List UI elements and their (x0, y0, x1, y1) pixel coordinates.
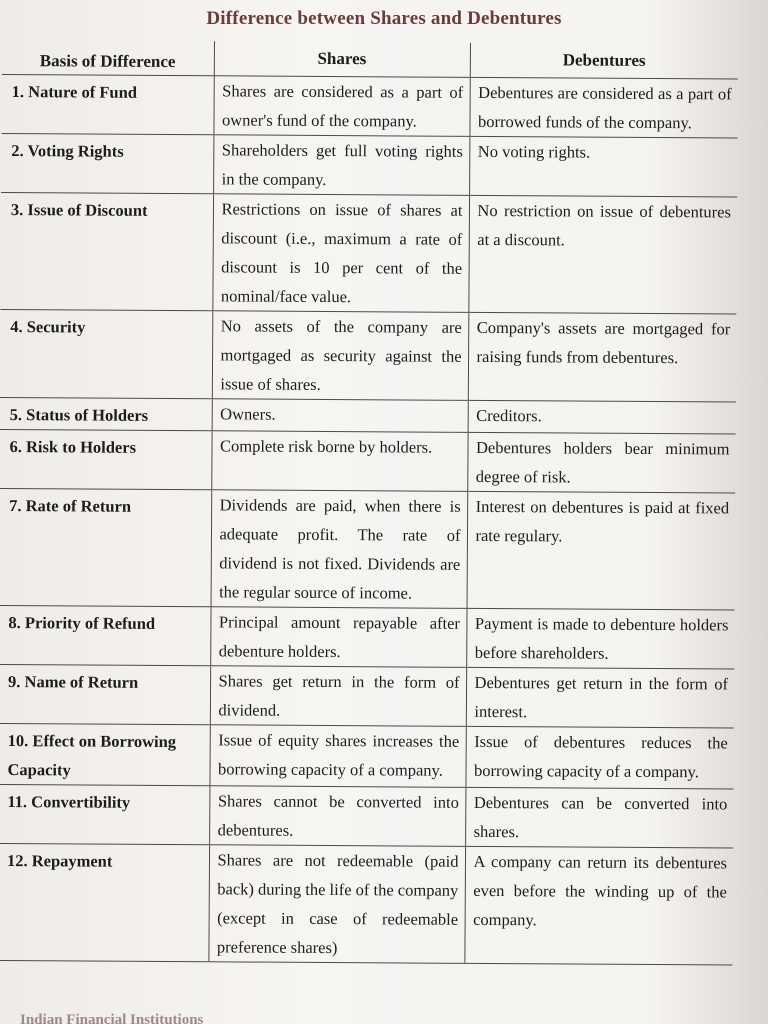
row-shares: Owners. (212, 399, 468, 433)
table-row (1, 74, 737, 137)
row-basis: 1. Nature of Fund (1, 74, 213, 134)
table-row (0, 397, 736, 433)
comparison-table (0, 40, 738, 965)
table-row (0, 723, 734, 788)
row-debentures: No voting rights. (469, 136, 737, 197)
row-debentures: Debentures are considered as a part of borrowed funds of the company. (469, 77, 737, 138)
row-shares: Shares are not redeemable (paid back) during the life of the company (except in case of redeemable preference shares) (208, 845, 465, 964)
row-shares: Issue of equity shares increases the borrowing capacity of a company. (209, 725, 465, 788)
row-basis: 2. Voting Rights (1, 133, 213, 193)
table-row (0, 309, 736, 401)
row-debentures: Debentures can be converted into shares. (465, 787, 733, 848)
row-shares: Principal amount repayable after debenture holders. (210, 607, 466, 668)
row-debentures: Payment is made to debenture holders before shareholders. (466, 608, 734, 669)
table-body (0, 74, 738, 964)
table-row (0, 664, 734, 727)
row-shares: Restrictions on issue of shares at discount (i.e., maximum a rate of discount is 10 per cent of the nominal/face value. (212, 194, 469, 313)
table-row (0, 784, 733, 847)
row-debentures: No restriction on issue of debentures at a discount. (468, 195, 737, 314)
table-row (0, 843, 733, 964)
row-basis: 12. Repayment (0, 843, 209, 961)
page-title: Difference between Shares and Debentures (206, 8, 562, 29)
row-debentures: Debentures holders bear minimum degree of risk. (467, 432, 735, 493)
row-shares: Dividends are paid, when there is adequate profit. The rate of dividend is not fixed. Dividends are the regular source of income. (211, 490, 468, 609)
row-debentures: Issue of debentures reduces the borrowing capacity of a company. (465, 726, 733, 789)
row-basis: 11. Convertibility (0, 784, 209, 844)
row-shares: Shareholders get full voting rights in the company. (213, 135, 469, 196)
header-debentures: Debentures (470, 43, 738, 79)
row-shares: Shares cannot be converted into debentures. (209, 786, 465, 847)
table-row (0, 488, 735, 609)
row-debentures: Interest on debentures is paid at fixed rate regulary. (467, 491, 736, 610)
table-row (0, 192, 737, 313)
row-shares: Complete risk borne by holders. (211, 431, 467, 492)
row-debentures: A company can return its debentures even before the winding up of the company. (464, 846, 733, 965)
row-basis: 5. Status of Holders (0, 397, 212, 430)
table-header-row (2, 40, 738, 79)
table-row (1, 133, 737, 196)
row-basis: 7. Rate of Return (0, 488, 211, 606)
page-footer: Indian Financial Institutions (20, 1012, 204, 1024)
row-basis: 10. Effect on Borrowing Capacity (0, 723, 210, 785)
row-basis: 9. Name of Return (0, 664, 210, 724)
row-debentures: Debentures get return in the form of interest. (466, 667, 734, 728)
table-row (0, 605, 735, 668)
row-basis: 6. Risk to Holders (0, 429, 212, 489)
row-basis: 4. Security (0, 309, 212, 398)
row-shares: No assets of the company are mortgaged as security against the issue of shares. (212, 311, 469, 401)
row-basis: 8. Priority of Refund (0, 605, 211, 665)
row-shares: Shares get return in the form of dividend. (210, 666, 466, 727)
table-row (0, 429, 736, 492)
header-basis: Basis of Difference (39, 51, 176, 72)
row-basis: 3. Issue of Discount (0, 192, 213, 310)
header-shares: Shares (214, 41, 470, 77)
row-shares: Shares are considered as a part of owner's fund of the company. (213, 76, 469, 137)
row-debentures: Creditors. (468, 400, 736, 434)
row-debentures: Company's assets are mortgaged for raising funds from debentures. (468, 312, 737, 402)
